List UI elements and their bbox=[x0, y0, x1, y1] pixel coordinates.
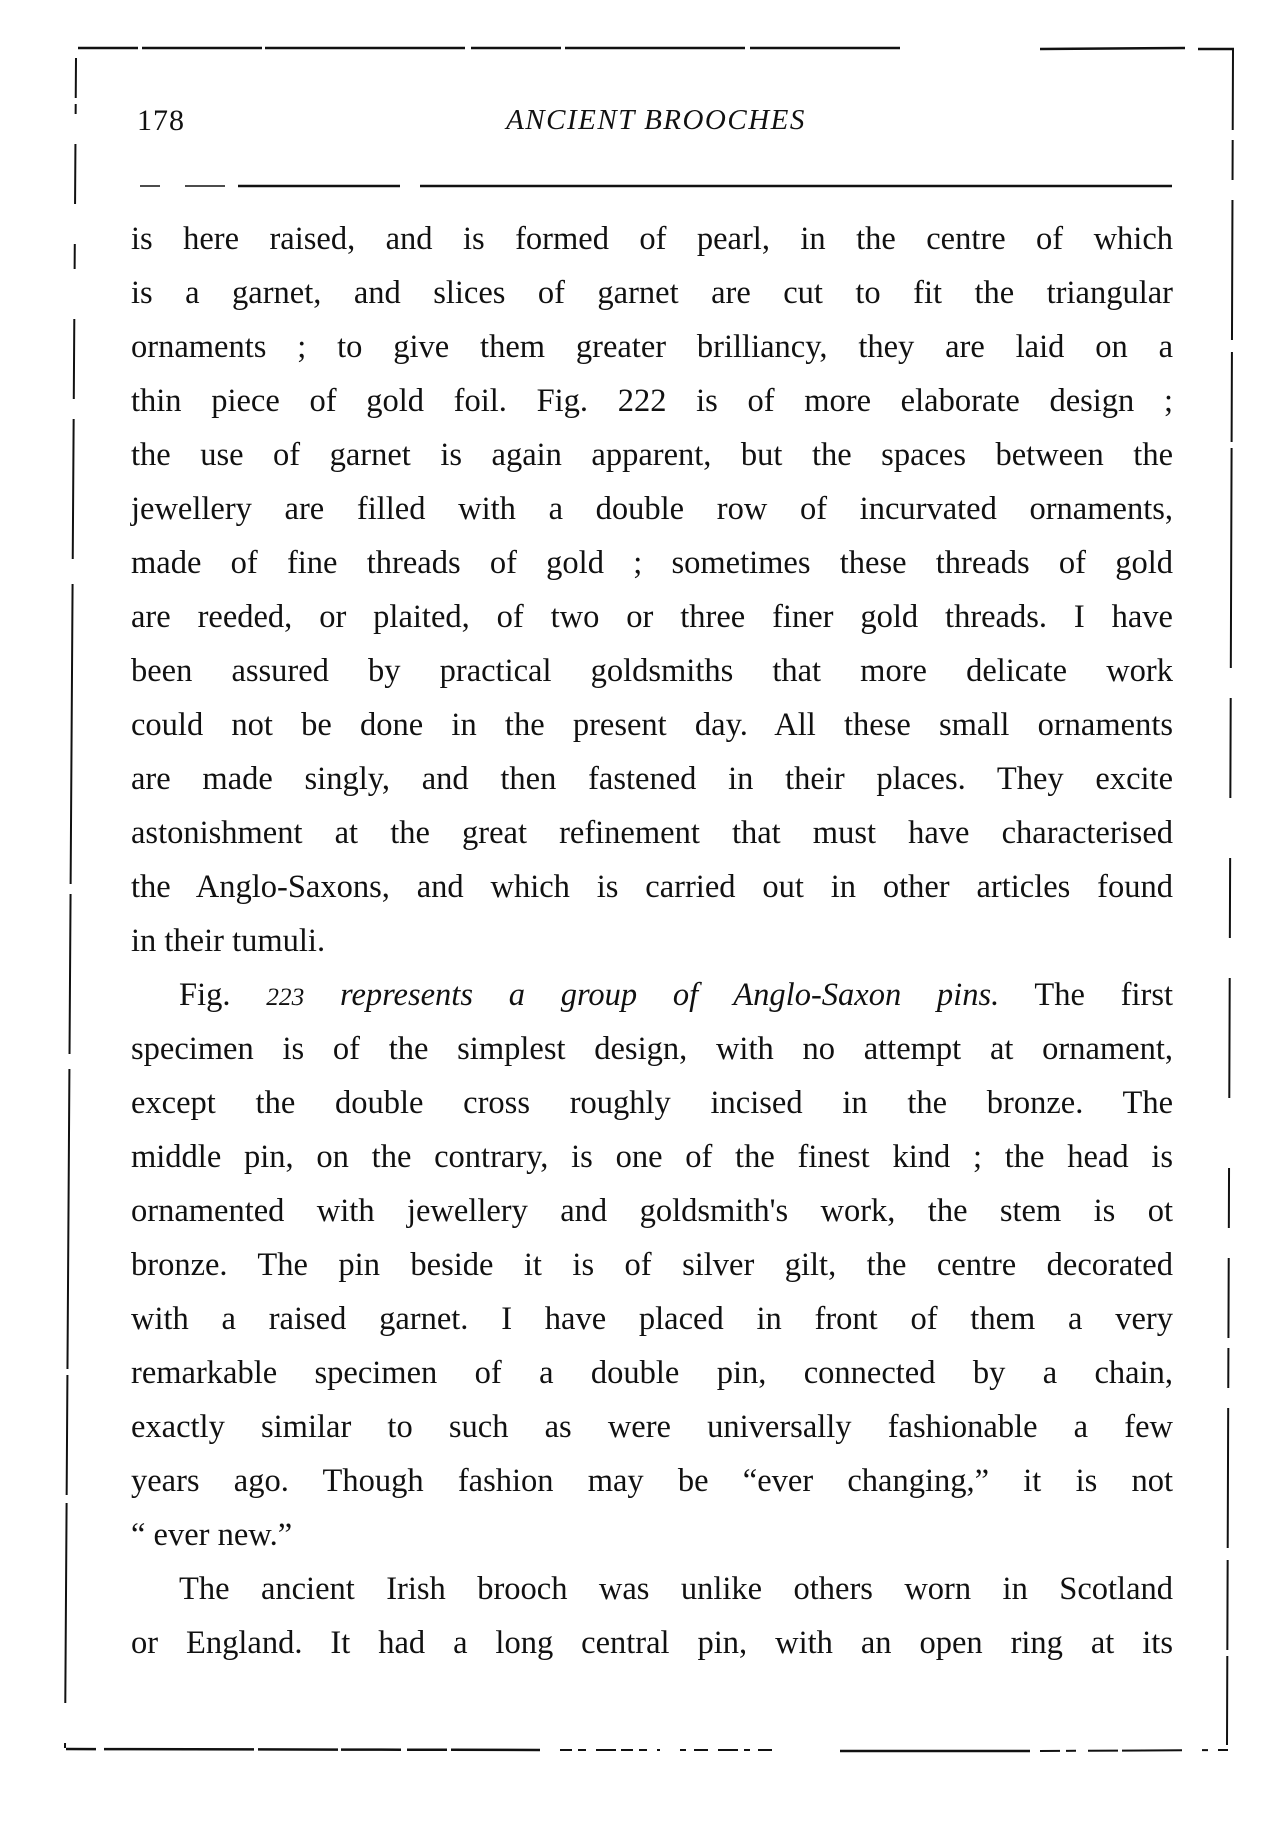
text-line: with a raised garnet. I have placed in front of them a very bbox=[131, 1301, 1173, 1337]
text-line: jewellery are filled with a double row of incurvated ornaments, bbox=[131, 491, 1173, 527]
text-line: are reeded, or plaited, of two or three finer gold threads. I have bbox=[131, 599, 1173, 635]
text-line: could not be done in the present day. All these small ornaments bbox=[131, 707, 1173, 743]
text-line: exactly similar to such as were universally fashionable a few bbox=[131, 1409, 1173, 1445]
bottom-border-rule bbox=[66, 1749, 1228, 1751]
body-text bbox=[131, 212, 1173, 1670]
text-line: astonishment at the great refinement that must have characterised bbox=[131, 815, 1173, 851]
text-line: The ancient Irish brooch was unlike others worn in Scotland bbox=[179, 1571, 1173, 1607]
text-line: been assured by practical goldsmiths that more delicate work bbox=[131, 653, 1173, 689]
text-line: the Anglo-Saxons, and which is carried out in other articles found bbox=[131, 869, 1173, 905]
left-border-rule bbox=[65, 58, 76, 1748]
text-line: remarkable specimen of a double pin, connected by a chain, bbox=[131, 1355, 1173, 1391]
fig-caption-italic: represents a group of Anglo-Saxon pins. bbox=[340, 977, 1000, 1013]
text-line: in their tumuli. bbox=[131, 923, 326, 959]
text-line: made of fine threads of gold ; sometimes these threads of gold bbox=[131, 545, 1173, 581]
text-line: are made singly, and then fastened in their places. They excite bbox=[131, 761, 1173, 797]
text-line: bronze. The pin beside it is of silver gilt, the centre decorated bbox=[131, 1247, 1173, 1283]
running-title: ANCIENT BROOCHES bbox=[506, 104, 806, 136]
text-line: is here raised, and is formed of pearl, in the centre of which bbox=[131, 221, 1173, 257]
text-line: except the double cross roughly incised in the bronze. The bbox=[131, 1085, 1173, 1121]
text-line: years ago. Though fashion may be “ever changing,” it is not bbox=[131, 1463, 1173, 1499]
paragraph-3 bbox=[131, 1562, 1173, 1670]
right-border-rule bbox=[1227, 50, 1233, 1745]
text-line: ornamented with jewellery and goldsmith's work, the stem is ot bbox=[131, 1193, 1173, 1229]
text-line: or England. It had a long central pin, with an open ring at its bbox=[131, 1625, 1173, 1661]
paragraph-2 bbox=[131, 968, 1173, 1562]
text-line: “ ever new.” bbox=[131, 1517, 293, 1553]
text-line: is a garnet, and slices of garnet are cut to fit the triangular bbox=[131, 275, 1173, 311]
text-line: thin piece of gold foil. Fig. 222 is of more elaborate design ; bbox=[131, 383, 1173, 419]
fig-label: Fig. bbox=[179, 977, 231, 1013]
text-line: specimen is of the simplest design, with no attempt at ornament, bbox=[131, 1031, 1173, 1067]
text-line: middle pin, on the contrary, is one of the finest kind ; the head is bbox=[131, 1139, 1173, 1175]
text-line: ornaments ; to give them greater brilliancy, they are laid on a bbox=[131, 329, 1173, 365]
text-line: the use of garnet is again apparent, but the spaces between the bbox=[131, 437, 1173, 473]
paragraph-1 bbox=[131, 212, 1173, 968]
figure-reference-line bbox=[131, 968, 1173, 1022]
page-number: 178 bbox=[137, 104, 185, 137]
fig-line-rest: The first bbox=[1034, 977, 1174, 1013]
top-border-rule bbox=[78, 48, 1234, 49]
fig-number: 223 bbox=[266, 983, 305, 1011]
